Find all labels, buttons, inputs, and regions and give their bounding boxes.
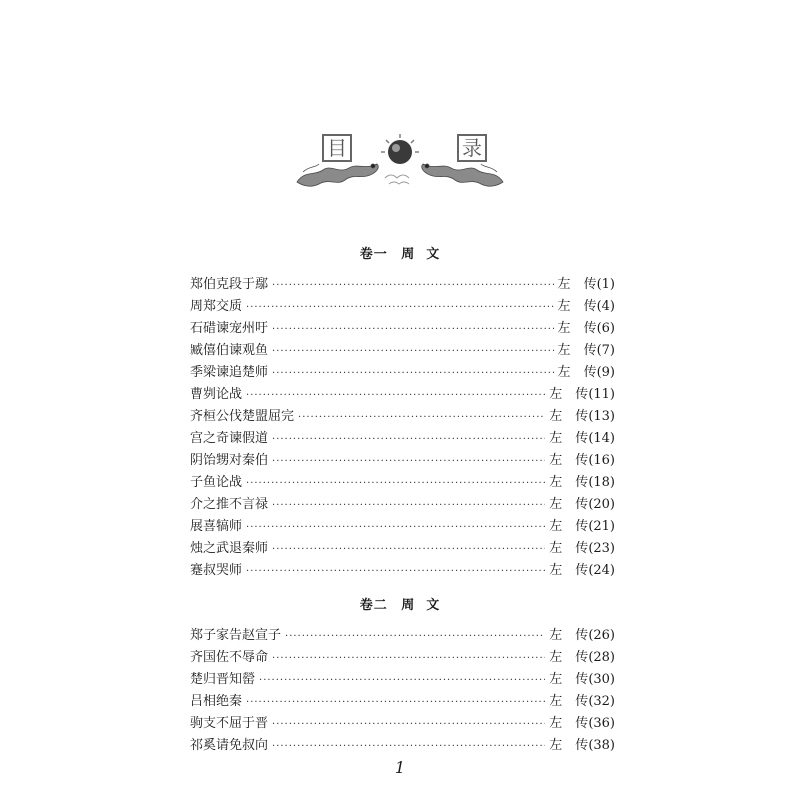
leader-dots (272, 368, 554, 379)
entry-title: 齐国佐不辱命 (190, 650, 269, 665)
entry-page: (11) (588, 387, 615, 402)
entry-source: 左 传 (557, 343, 597, 358)
leader-dots (272, 544, 545, 555)
toc-entry[interactable] (190, 624, 615, 646)
entry-title: 子鱼论战 (190, 475, 243, 490)
entry-page: (1) (596, 277, 615, 292)
entry-source: 左 传 (549, 541, 589, 556)
leader-dots (272, 324, 554, 335)
toc-list-volume-2 (190, 624, 615, 756)
entry-page: (7) (596, 343, 615, 358)
entry-source: 左 传 (549, 716, 589, 731)
entry-page: (14) (588, 431, 615, 446)
entry-page: (38) (588, 738, 615, 753)
entry-page: (23) (588, 541, 615, 556)
volume-label: 卷一 (359, 247, 388, 262)
leader-dots (272, 434, 545, 445)
entry-title: 阴饴甥对秦伯 (190, 453, 269, 468)
leader-dots (246, 697, 545, 708)
leader-dots (298, 412, 545, 423)
toc-entry[interactable] (190, 449, 615, 471)
entry-source: 左 传 (557, 321, 597, 336)
entry-source: 左 传 (549, 519, 589, 534)
title-char-mu: 目 (327, 136, 347, 160)
toc-entry[interactable] (190, 734, 615, 756)
entry-title: 郑子家告赵宣子 (190, 628, 282, 643)
entry-title: 郑伯克段于鄢 (190, 277, 269, 292)
entry-page: (20) (588, 497, 615, 512)
entry-page: (24) (588, 563, 615, 578)
entry-title: 介之推不言禄 (190, 497, 269, 512)
leader-dots (246, 390, 545, 401)
entry-page: (32) (588, 694, 615, 709)
entry-page: (30) (588, 672, 615, 687)
entry-title: 宫之奇谏假道 (190, 431, 269, 446)
entry-title: 吕相绝秦 (190, 694, 243, 709)
leader-dots (246, 302, 554, 313)
toc-entry[interactable] (190, 317, 615, 339)
entry-source: 左 传 (549, 431, 589, 446)
entry-title: 祁奚请免叔向 (190, 738, 269, 753)
entry-source: 左 传 (557, 277, 597, 292)
entry-page: (21) (588, 519, 615, 534)
leader-dots (272, 456, 545, 467)
volume-dynasty: 周 文 (401, 598, 441, 613)
entry-title: 石碏谏宠州吁 (190, 321, 269, 336)
volume-label: 卷二 (359, 598, 388, 613)
entry-source: 左 传 (549, 453, 589, 468)
entry-source: 左 传 (557, 365, 597, 380)
entry-page: (6) (596, 321, 615, 336)
volume-dynasty: 周 文 (401, 247, 441, 262)
toc-entry[interactable] (190, 295, 615, 317)
entry-page: (13) (588, 409, 615, 424)
leader-dots (272, 346, 554, 357)
entry-source: 左 传 (557, 299, 597, 314)
leader-dots (272, 719, 545, 730)
toc-entry[interactable] (190, 273, 615, 295)
entry-source: 左 传 (549, 387, 589, 402)
entry-title: 驹支不屈于晋 (190, 716, 269, 731)
toc-entry[interactable] (190, 493, 615, 515)
entry-source: 左 传 (549, 563, 589, 578)
entry-source: 左 传 (549, 628, 589, 643)
toc-entry[interactable] (190, 537, 615, 559)
entry-title: 臧僖伯谏观鱼 (190, 343, 269, 358)
entry-title: 展喜犒师 (190, 519, 243, 534)
entry-source: 左 传 (549, 694, 589, 709)
leader-dots (272, 500, 545, 511)
toc-entry[interactable] (190, 427, 615, 449)
entry-source: 左 传 (549, 497, 589, 512)
entry-page: (18) (588, 475, 615, 490)
volume-heading-2 (340, 594, 460, 613)
entry-title: 齐桓公伐楚盟屈完 (190, 409, 295, 424)
entry-page: (9) (596, 365, 615, 380)
entry-page: (26) (588, 628, 615, 643)
entry-title: 季梁谏追楚师 (190, 365, 269, 380)
entry-page: (16) (588, 453, 615, 468)
volume-heading-1 (340, 243, 460, 262)
leader-dots (246, 522, 545, 533)
entry-title: 楚归晋知罃 (190, 672, 256, 687)
page-number: 1 (394, 758, 406, 777)
entry-source: 左 传 (549, 650, 589, 665)
leader-dots (259, 675, 545, 686)
toc-entry[interactable] (190, 690, 615, 712)
entry-source: 左 传 (549, 672, 589, 687)
leader-dots (272, 280, 554, 291)
entry-page: (36) (588, 716, 615, 731)
toc-entry[interactable] (190, 668, 615, 690)
leader-dots (272, 653, 545, 664)
entry-source: 左 传 (549, 409, 589, 424)
leader-dots (246, 478, 545, 489)
toc-entry[interactable] (190, 339, 615, 361)
toc-list-volume-1 (190, 273, 615, 581)
toc-entry[interactable] (190, 405, 615, 427)
entry-title: 烛之武退秦师 (190, 541, 269, 556)
toc-entry[interactable] (190, 471, 615, 493)
leader-dots (285, 631, 545, 642)
toc-entry[interactable] (190, 383, 615, 405)
entry-title: 周郑交质 (190, 299, 243, 314)
entry-source: 左 传 (549, 738, 589, 753)
entry-title: 蹇叔哭师 (190, 563, 243, 578)
entry-source: 左 传 (549, 475, 589, 490)
toc-entry[interactable] (190, 361, 615, 383)
entry-title: 曹刿论战 (190, 387, 243, 402)
title-char-lu: 录 (462, 136, 482, 160)
toc-entry[interactable] (190, 559, 615, 581)
leader-dots (246, 566, 545, 577)
toc-entry[interactable] (190, 712, 615, 734)
toc-entry[interactable] (190, 515, 615, 537)
entry-page: (28) (588, 650, 615, 665)
leader-dots (272, 741, 545, 752)
toc-entry[interactable] (190, 646, 615, 668)
entry-page: (4) (596, 299, 615, 314)
